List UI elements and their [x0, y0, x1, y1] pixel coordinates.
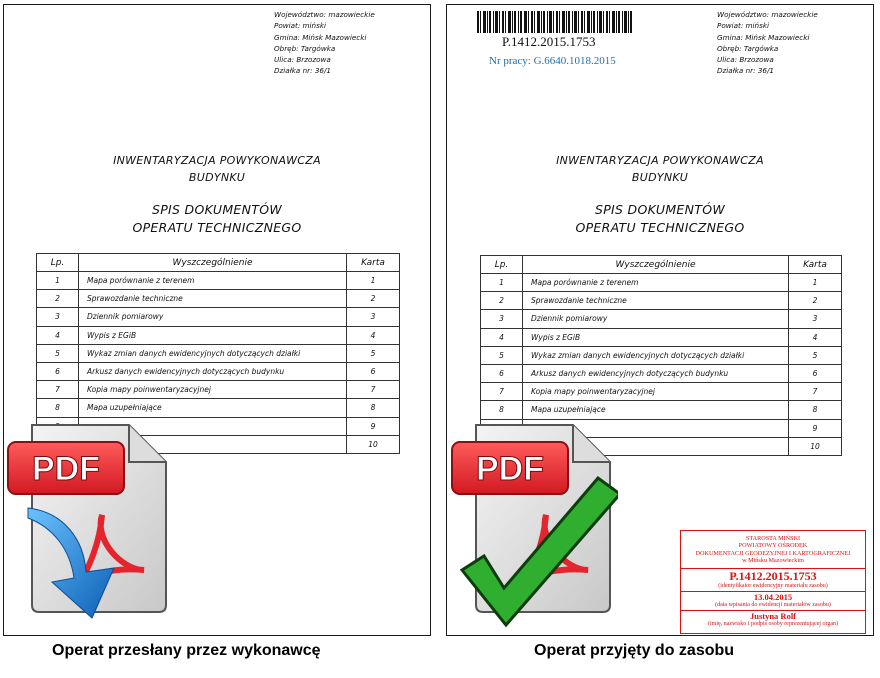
row-desc: Arkusz danych ewidencyjnych dotyczących budynku: [523, 364, 789, 382]
row-card: 6: [789, 364, 842, 382]
row-desc: Mapa uzupełniające: [79, 399, 347, 417]
row-card: 9: [789, 419, 842, 437]
row-lp: 8: [481, 401, 523, 419]
pdf-label: PDF: [476, 450, 544, 488]
district-text: Powiat: miński: [717, 21, 769, 31]
row-lp: 4: [37, 326, 79, 344]
col-desc: Wyszczególnienie: [79, 254, 347, 272]
row-lp: 2: [481, 292, 523, 310]
barcode-icon: [477, 11, 632, 33]
commune-text: Gmina: Mińsk Mazowiecki: [717, 32, 810, 42]
street-text: Ulica: Brzozowa: [717, 55, 774, 65]
pdf-download-icon: [4, 420, 174, 625]
row-desc: Sprawozdanie techniczne: [79, 290, 347, 308]
table-row: [481, 328, 842, 346]
title-line-1: INWENTARYZACJA POWYKONAWCZA: [556, 154, 764, 167]
row-lp: 6: [37, 362, 79, 380]
row-desc: Sprawozdanie techniczne: [523, 292, 789, 310]
row-desc: Dziennik pomiarowy: [79, 308, 347, 326]
table-row: [481, 364, 842, 382]
stamp-id: P.1412.2015.1753: [681, 568, 865, 583]
caption-right: Operat przyjęty do zasobu: [534, 642, 735, 659]
parcel-text: Działka nr: 36/1: [717, 66, 774, 76]
row-desc: Kopia mapy poinwentaryzacyjnej: [79, 381, 347, 399]
row-card: 7: [789, 383, 842, 401]
table-header-row: [481, 256, 842, 274]
document-title: [4, 152, 430, 186]
row-card: 4: [789, 328, 842, 346]
subtitle-line-2: OPERATU TECHNICZNEGO: [575, 220, 745, 235]
location-block: [274, 9, 375, 77]
precinct-text: Obręb: Targówka: [274, 43, 336, 53]
row-lp: 1: [37, 272, 79, 290]
row-card: 8: [347, 399, 400, 417]
row-desc: Kopia mapy poinwentaryzacyjnej: [523, 383, 789, 401]
voivodeship-text: Województwo: mazowieckie: [274, 10, 375, 19]
row-card: 1: [789, 274, 842, 292]
row-card: 5: [789, 346, 842, 364]
caption-left: Operat przesłany przez wykonawcę: [52, 642, 321, 659]
row-card: 10: [789, 437, 842, 455]
row-desc: Wykaz zmian danych ewidencyjnych dotyczących działki: [79, 344, 347, 362]
col-lp: Lp.: [37, 254, 79, 272]
district-text: Powiat: miński: [274, 21, 326, 31]
row-card: 7: [347, 381, 400, 399]
row-desc: Mapa uzupełniające: [523, 401, 789, 419]
row-card: 5: [347, 344, 400, 362]
stamp-header: [681, 535, 865, 565]
subtitle-line-2: OPERATU TECHNICZNEGO: [132, 220, 302, 235]
row-card: 9: [347, 417, 400, 435]
stamp-line-2: POWIATOWY OŚRODEK: [738, 542, 808, 550]
row-desc: Wypis z EGiB: [79, 326, 347, 344]
table-row: [481, 310, 842, 328]
row-lp: 8: [37, 399, 79, 417]
subtitle-line-1: SPIS DOKUMENTÓW: [151, 202, 283, 217]
commune-text: Gmina: Mińsk Mazowiecki: [274, 32, 367, 42]
row-lp: 5: [481, 346, 523, 364]
row-card: 10: [347, 435, 400, 453]
table-row: [37, 344, 400, 362]
stamp-date-caption: (data wpisania do ewidencji materiałów zasobu): [681, 602, 865, 611]
table-row: [37, 308, 400, 326]
row-card: 4: [347, 326, 400, 344]
table-row: [481, 401, 842, 419]
table-row: [37, 326, 400, 344]
pdf-label: PDF: [32, 450, 100, 488]
row-desc: Dziennik pomiarowy: [523, 310, 789, 328]
row-desc: Wypis z EGiB: [523, 328, 789, 346]
row-desc: Wykaz zmian danych ewidencyjnych dotyczących działki: [523, 346, 789, 364]
table-row: [481, 346, 842, 364]
row-lp: 6: [481, 364, 523, 382]
table-row: [37, 290, 400, 308]
table-row: [37, 399, 400, 417]
row-desc: Mapa porównanie z terenem: [523, 274, 789, 292]
row-lp: 5: [37, 344, 79, 362]
row-lp: 3: [481, 310, 523, 328]
document-subtitle: [4, 201, 430, 237]
table-header-row: [37, 254, 400, 272]
stamp-name: Justyna Rolf: [749, 610, 797, 621]
stamp-line-3: DOKUMENTACJI GEODEZYJNEJ I KARTOGRAFICZNEJ: [695, 549, 851, 557]
row-lp: 1: [481, 274, 523, 292]
row-card: 1: [347, 272, 400, 290]
table-row: [481, 383, 842, 401]
row-desc: Arkusz danych ewidencyjnych dotyczących budynku: [79, 362, 347, 380]
stamp-line-4: w Mińsku Mazowieckim: [742, 557, 804, 565]
row-card: 3: [789, 310, 842, 328]
stamp-name-caption: (imię, nazwisko i podpis osoby reprezentującej organ): [707, 620, 839, 627]
stamp-id-caption: (identyfikator ewidencyjny materiału zasobu): [681, 583, 865, 592]
table-row: [481, 274, 842, 292]
document-title: [447, 152, 873, 186]
title-line-2: BUDYNKU: [631, 171, 689, 184]
voivodeship-text: Województwo: mazowieckie: [717, 10, 818, 19]
stamp-line-1: STAROSTA MIŃSKI: [745, 535, 801, 542]
row-card: 6: [347, 362, 400, 380]
precinct-text: Obręb: Targówka: [717, 43, 779, 53]
row-lp: 4: [481, 328, 523, 346]
row-lp: 3: [37, 308, 79, 326]
row-lp: 7: [481, 383, 523, 401]
col-desc: Wyszczególnienie: [523, 256, 789, 274]
subtitle-line-1: SPIS DOKUMENTÓW: [594, 202, 726, 217]
location-block: [717, 9, 818, 77]
col-lp: Lp.: [481, 256, 523, 274]
title-line-1: INWENTARYZACJA POWYKONAWCZA: [113, 154, 321, 167]
stamp-date: 13.04.2015: [753, 591, 793, 602]
registry-number: P.1412.2015.1753: [502, 34, 596, 49]
street-text: Ulica: Brzozowa: [274, 55, 331, 65]
row-card: 2: [789, 292, 842, 310]
table-row: [37, 381, 400, 399]
table-row: [37, 362, 400, 380]
pdf-accepted-icon: [448, 420, 618, 630]
table-row: [481, 292, 842, 310]
row-card: 2: [347, 290, 400, 308]
row-desc: Mapa porównanie z terenem: [79, 272, 347, 290]
title-line-2: BUDYNKU: [188, 171, 246, 184]
row-card: 3: [347, 308, 400, 326]
table-row: [37, 272, 400, 290]
row-lp: 2: [37, 290, 79, 308]
row-card: 8: [789, 401, 842, 419]
acceptance-stamp: [680, 530, 866, 634]
document-subtitle: [447, 201, 873, 237]
parcel-text: Działka nr: 36/1: [274, 66, 331, 76]
col-card: Karta: [347, 254, 400, 272]
col-card: Karta: [789, 256, 842, 274]
work-number: Nr pracy: G.6640.1018.2015: [489, 55, 616, 67]
row-lp: 7: [37, 381, 79, 399]
